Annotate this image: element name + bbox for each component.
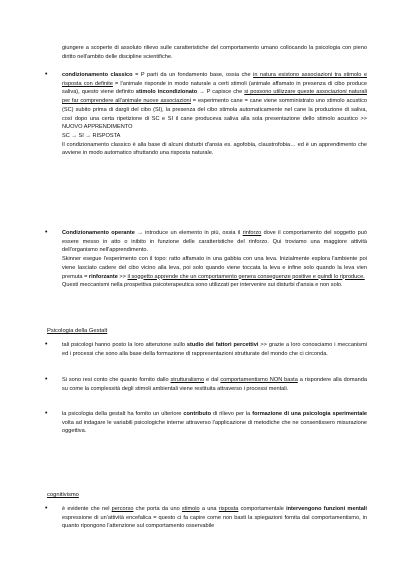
classical-paragraph-2: Il condizionamento classico è alla base di alcuni disturbi d'ansia es. agofobia, claustrofobia… ed è un apprendimento che avviene in modo automatico sfruttando una risposta naturale. [62, 141, 367, 157]
classical-text-2: = l'animale risponde in modo naturale a certi stimoli (animale affamato in presenza di cibo produce saliva), questo viene definito [62, 80, 367, 96]
bullet-gestalt-1: • [45, 341, 48, 348]
reinforcement-term: rinforzo [242, 230, 262, 236]
behaviorism-term: comportamentismo NON basta [220, 377, 298, 383]
gestalt-text-3c: volta ad indagare le variabili psicologiche interne attraverso l'applicazione di metodiche che ne consentissero misurazione oggettiva. [62, 419, 367, 435]
bullet-classical: • [45, 71, 48, 78]
mental-functions-term: intervengono funzioni mentali [286, 506, 367, 512]
operant-text-2: dove il comportamento del soggetto può essere messo in atto o inibito in funzione delle caratteristiche del rinforzo. Qui troviamo una maggiore attività dell'organismo nell'apprendimento. [62, 230, 368, 254]
reinforcing-term: rinforzante [88, 273, 118, 280]
operant-paragraph-3: Questi meccanismi nella prospettiva psicoterapeutica sono utilizzati per intervenire sui disturbi d'ansia e non solo. [62, 282, 343, 289]
bullet-operant: • [45, 229, 48, 236]
classical-conditioning-item [62, 71, 367, 158]
gestalt-item-2 [62, 376, 367, 393]
gestalt-text-2c: a rispondere alla domanda su come la complessità degli stimoli ambientali viene restituita attraverso i processi mentali. [62, 377, 367, 392]
gestalt-text-3b: di rilievo per la [211, 411, 253, 417]
response-term: risposta [218, 506, 239, 512]
cognitivism-text-c: a una [199, 506, 219, 512]
bullet-cognitivism-1: • [45, 505, 48, 512]
classical-term: condizionamento classico [62, 72, 133, 78]
stimulus-term: stimolo [181, 506, 200, 512]
classical-text-3: → P capisce che [197, 89, 245, 96]
cognitivism-text-e: espressione di un'attività encefalica = questo ci fa capire come non basti la spiegazioni fornita dal comportamentismo, in quanto ripongono l'attenzione sul comportamento osservabile [62, 514, 367, 530]
cognitivism-heading: cognitivismo [47, 492, 79, 498]
operant-paragraph-2 [62, 255, 367, 281]
cognitivism-text-a: è evidente che nel [62, 506, 112, 512]
operant-text-1: → introduce un elemento in più, ossia il [134, 230, 243, 236]
perceptual-factors-term: studio dei fattori percettivi [186, 342, 259, 348]
gestalt-text-1b: >> grazie a loro conosciamo i meccanismi ed i processi che sono alla base della formazione di rappresentazioni strutturate del mondo che ci circonda. [62, 342, 367, 357]
structuralism-term: strutturalismo [170, 377, 205, 383]
operant-arrow: >> [117, 273, 128, 280]
gestalt-item-3 [62, 410, 367, 436]
unconditioned-stimulus-term: stimolo incondizionato [135, 89, 198, 96]
intro-paragraph: giungere a scoperte di assoluto rilievo sulle caratteristiche del comportamento umano collocando la psicologia con pieno diritto nell'ambito delle discipline scientifiche. [62, 45, 367, 60]
experimental-psychology-term: formazione di una psicologia sperimentale [252, 411, 367, 417]
gestalt-text-1: tali psicologi hanno posto la loro attenzione sullo [62, 342, 187, 348]
gestalt-heading: Psicologia della Gestalt [47, 328, 108, 334]
bullet-gestalt-2: • [45, 376, 48, 383]
gestalt-text-2a: Si sono resi conto che quanto fornito dallo [62, 377, 171, 383]
operant-conditioning-item [62, 229, 367, 290]
cognitivism-text-b: che porta da uno [133, 506, 182, 512]
skinner-experiment-text: Skinner esegue l'esperimento con il topo: ratto affamato in una gabbia con una leva. Inizialmente esplora l'ambiente poi viene lasciato cadere del cibo vicino alla leva, poi solo quando viene toccata la leva e infine solo quando la leva vien premuta = [62, 256, 367, 280]
path-term: percorso [111, 506, 134, 512]
cognitivism-item-1 [62, 505, 367, 531]
cognitivism-text-d: comportamentale [238, 506, 287, 512]
bullet-gestalt-3: • [45, 410, 48, 417]
operant-term: Condizionamento operante [62, 230, 135, 236]
contribution-term: contributo [183, 411, 212, 417]
classical-text-1: = P parti da un fondamento base, ossia che [132, 72, 254, 78]
classical-formula: SC → SI → RISPOSTA [62, 132, 121, 139]
classical-underline-2: si possono utilizzare queste associazioni naturali per far comprendere all'animale nuove associazioni [62, 89, 367, 105]
operant-underline-2: il soggetto apprende che un comportamento genera conseguenze positive e quindi lo riproduce. [127, 273, 365, 280]
classical-text-4: = esperimento cane = cane viene somministrato uno stimolo acustico (SC) subito prima di dargli del cibo (SI), la presenza del cibo stimola automaticamente nel cane la produzione di saliva, così dopo una certa ripetizione di SC e SI il cane produceva saliva alla sola presentazione dello stimolo acustico >> NUOVO APPRENDIMENTO [62, 98, 368, 131]
classical-underline-1: in natura esistono associazioni tra stimolo e risposta con definite [62, 72, 367, 87]
gestalt-text-3a: la psicologia della gestalt ha fornito un ulteriore [62, 411, 184, 417]
gestalt-item-1 [62, 341, 367, 358]
gestalt-text-2b: e dal [204, 377, 221, 383]
